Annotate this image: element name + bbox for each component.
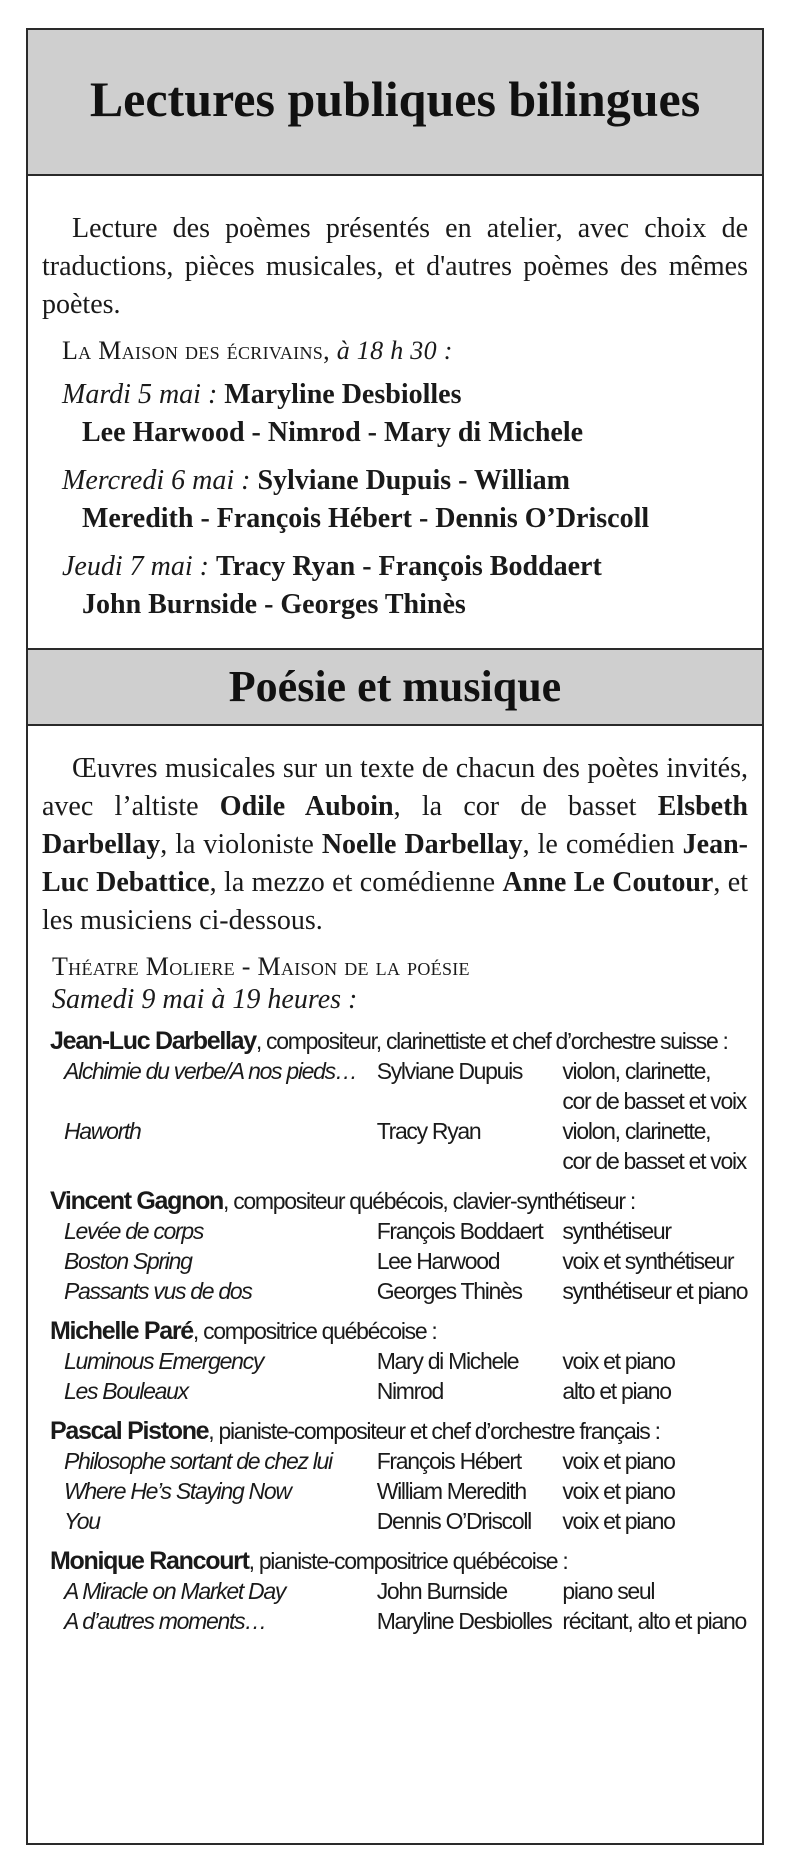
work-row xyxy=(64,1476,748,1506)
work-poet: François Boddaert xyxy=(376,1218,543,1244)
work-title: Luminous Emergency xyxy=(64,1348,264,1374)
work-poet: Dennis O’Driscoll xyxy=(376,1508,531,1534)
work-poet: Nimrod xyxy=(376,1378,444,1404)
work-instrumentation xyxy=(562,1056,748,1116)
instrumentation-line: récitant, alto et piano xyxy=(562,1608,746,1634)
work-poet: Mary di Michele xyxy=(376,1348,519,1374)
lectures-intro: Lecture des poèmes présentés en atelier, avec choix de traductions, pièces musicales, et d'autres poèmes des mêmes poètes. xyxy=(42,213,748,320)
page-frame xyxy=(26,28,764,1845)
day-poets-line1: Sylviane Dupuis - William xyxy=(257,465,570,496)
performer-name: Jean-Luc Debattice xyxy=(42,829,748,898)
work-instrumentation xyxy=(562,1116,748,1176)
section-title-lectures: Lectures publiques bilingues xyxy=(28,30,762,176)
work-instrumentation xyxy=(562,1446,748,1476)
performer-name: Anne Le Coutour xyxy=(502,867,714,898)
lectures-venue xyxy=(62,336,748,366)
instrumentation-line: voix et piano xyxy=(562,1478,675,1504)
venue-name: La Maison des écrivains, xyxy=(62,336,330,365)
day-poets-line2: Lee Harwood - Nimrod - Mary di Michele xyxy=(82,417,584,448)
composer-block xyxy=(42,1026,748,1176)
day-date: Jeudi 7 mai : xyxy=(62,551,209,582)
reading-day xyxy=(62,376,748,452)
work-instrumentation xyxy=(562,1506,748,1536)
instrumentation-line: alto et piano xyxy=(562,1378,671,1404)
work-row xyxy=(64,1446,748,1476)
instrumentation-line: voix et piano xyxy=(562,1448,675,1474)
composer-description: , compositrice québécoise : xyxy=(192,1318,437,1344)
section-title-poesie: Poésie et musique xyxy=(28,648,762,726)
work-poet: Sylviane Dupuis xyxy=(376,1058,523,1084)
day-poets-line2: Meredith - François Hébert - Dennis O’Driscoll xyxy=(82,503,650,534)
instrumentation-line: violon, clarinette, xyxy=(562,1058,711,1084)
work-title: Where He’s Staying Now xyxy=(64,1478,291,1504)
work-title: Haworth xyxy=(64,1118,141,1144)
instrumentation-line: voix et piano xyxy=(562,1348,675,1374)
instrumentation-line: synthétiseur xyxy=(562,1218,671,1244)
section-lectures xyxy=(28,176,762,624)
composer-heading xyxy=(50,1416,748,1446)
intro-text: , la violoniste xyxy=(160,829,322,860)
composer-heading xyxy=(50,1316,748,1346)
work-poet: François Hébert xyxy=(376,1448,521,1474)
instrumentation-line: synthétiseur et piano xyxy=(562,1278,748,1304)
work-row xyxy=(64,1606,748,1636)
composer-block xyxy=(42,1186,748,1306)
composer-block xyxy=(42,1416,748,1536)
instrumentation-line: voix et synthétiseur xyxy=(562,1248,734,1274)
intro-text: , et les musiciens ci-dessous. xyxy=(42,867,748,936)
composer-name: Monique Rancourt xyxy=(50,1547,249,1575)
instrumentation-line: violon, clarinette, xyxy=(562,1118,711,1144)
work-poet: Georges Thinès xyxy=(376,1278,522,1304)
instrumentation-line: cor de basset et voix xyxy=(562,1148,746,1174)
work-row xyxy=(64,1346,748,1376)
work-row xyxy=(64,1116,748,1176)
composer-list xyxy=(42,1026,748,1636)
work-instrumentation xyxy=(562,1376,748,1406)
work-instrumentation xyxy=(562,1576,748,1606)
work-row xyxy=(64,1576,748,1606)
work-title: A d’autres moments… xyxy=(64,1608,266,1634)
work-instrumentation xyxy=(562,1276,748,1306)
work-instrumentation xyxy=(562,1476,748,1506)
intro-text: , le comédien xyxy=(522,829,683,860)
work-title: Philosophe sortant de chez lui xyxy=(64,1448,332,1474)
work-title: Levée de corps xyxy=(64,1218,204,1244)
intro-text: Œuvres musicales sur un texte de chacun des poètes invités, avec l’altiste xyxy=(42,753,748,822)
composer-block xyxy=(42,1546,748,1636)
day-date: Mercredi 6 mai : xyxy=(62,465,251,496)
performer-name: Odile Auboin xyxy=(219,791,394,822)
concert-venue: Théatre Moliere - Maison de la poésie xyxy=(52,952,470,981)
reading-day xyxy=(62,548,748,624)
performer-name: Elsbeth Darbellay xyxy=(42,791,748,860)
composer-name: Pascal Pistone xyxy=(50,1417,209,1445)
day-poets-line2: John Burnside - Georges Thinès xyxy=(82,589,466,620)
composer-name: Michelle Paré xyxy=(50,1317,193,1345)
work-instrumentation xyxy=(562,1606,748,1636)
work-row xyxy=(64,1216,748,1246)
instrumentation-line: piano seul xyxy=(562,1578,655,1604)
work-title: Boston Spring xyxy=(64,1248,192,1274)
composer-block xyxy=(42,1316,748,1406)
composer-heading xyxy=(50,1026,748,1056)
intro-text: , la cor de basset xyxy=(393,791,658,822)
work-title: Passants vus de dos xyxy=(64,1278,252,1304)
composer-description: , pianiste-compositrice québécoise : xyxy=(248,1548,568,1574)
composer-description: , compositeur, clarinettiste et chef d’orchestre suisse : xyxy=(255,1028,728,1054)
day-poets-line1: Maryline Desbiolles xyxy=(224,379,462,410)
work-instrumentation xyxy=(562,1246,748,1276)
reading-day xyxy=(62,462,748,538)
work-row xyxy=(64,1246,748,1276)
work-row xyxy=(64,1376,748,1406)
work-instrumentation xyxy=(562,1216,748,1246)
composer-heading xyxy=(50,1186,748,1216)
work-poet: Tracy Ryan xyxy=(376,1118,481,1144)
work-poet: Lee Harwood xyxy=(376,1248,500,1274)
instrumentation-line: voix et piano xyxy=(562,1508,675,1534)
composer-name: Vincent Gagnon xyxy=(50,1187,224,1215)
instrumentation-line: cor de basset et voix xyxy=(562,1088,746,1114)
work-poet: William Meredith xyxy=(376,1478,526,1504)
composer-name: Jean-Luc Darbellay xyxy=(50,1027,256,1055)
composer-heading xyxy=(50,1546,748,1576)
day-date: Mardi 5 mai : xyxy=(62,379,218,410)
section-poesie xyxy=(28,726,762,1636)
composer-description: , pianiste-compositeur et chef d’orchestre français : xyxy=(208,1418,660,1444)
work-poet: Maryline Desbiolles xyxy=(376,1608,552,1634)
work-title: A Miracle on Market Day xyxy=(64,1578,286,1604)
composer-description: , compositeur québécois, clavier-synthétiseur : xyxy=(223,1188,635,1214)
venue-time: à 18 h 30 : xyxy=(336,336,453,365)
work-row xyxy=(64,1506,748,1536)
poesie-intro xyxy=(42,750,748,940)
work-row xyxy=(64,1276,748,1306)
work-title: You xyxy=(64,1508,100,1534)
work-title: Alchimie du verbe/A nos pieds… xyxy=(64,1058,357,1084)
work-title: Les Bouleaux xyxy=(64,1378,188,1404)
concert-date: Samedi 9 mai à 19 heures : xyxy=(52,984,358,1015)
work-row xyxy=(64,1056,748,1116)
intro-text: , la mezzo et comédienne xyxy=(209,867,503,898)
work-poet: John Burnside xyxy=(376,1578,507,1604)
day-poets-line1: Tracy Ryan - François Boddaert xyxy=(215,551,602,582)
performer-name: Noelle Darbellay xyxy=(321,829,523,860)
work-instrumentation xyxy=(562,1346,748,1376)
